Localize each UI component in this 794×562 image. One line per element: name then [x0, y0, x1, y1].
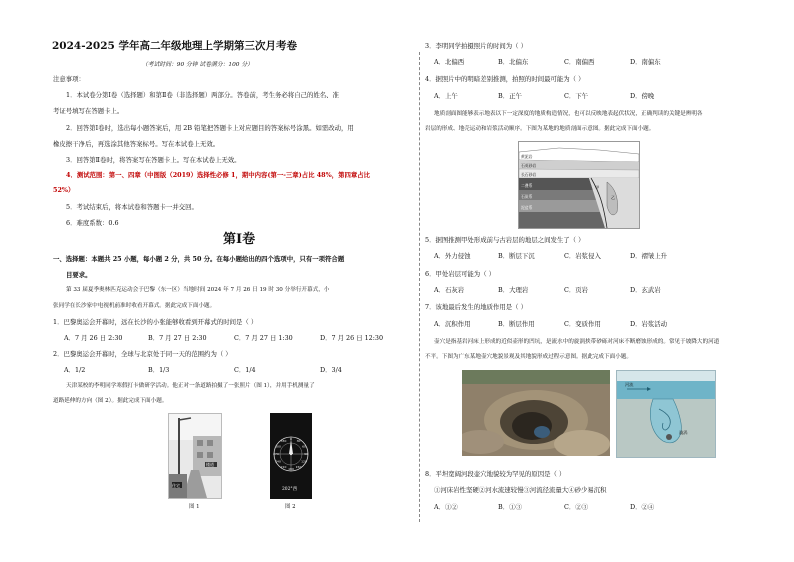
q1-option-d: D．7 月 26 日 12:30 — [320, 334, 384, 342]
compass-tick-label: 120 — [301, 459, 307, 464]
layer-label-4: 二叠系 — [521, 183, 533, 188]
pothole-label-vortex: 漩涡 — [679, 430, 688, 435]
passage4-a: 壶穴是指基岩河床上形成的近似壶形的凹坑，是流水中的旋涡挟带砂砾对河床不断磨蚀形成的。常见于坡降大的河道 — [434, 339, 720, 345]
q7-option-b: B．断层作用 — [498, 320, 535, 328]
note-1a: 1．本试卷分第Ⅰ卷（选择题）和第Ⅱ卷（非选择题）两部分。答卷前，考生务必将自己的姓名、准 — [66, 91, 339, 99]
compass-tick-label: 180 — [288, 467, 294, 472]
exam-title: 2024-2025 学年高二年级地理上学期第三次月考卷 — [52, 40, 297, 52]
compass-tick-label: 330 — [280, 439, 287, 444]
layer-label-3: 长石砂岩 — [521, 172, 537, 177]
passage2-b: 道路延伸的方向（图 2）。据此完成下面小题。 — [53, 398, 168, 404]
compass-tick-label: 150 — [295, 465, 302, 470]
compass-tick-label: 90 — [304, 452, 308, 457]
q4-option-c: C．下午 — [564, 92, 589, 100]
q7-option-d: D．岩浆活动 — [630, 320, 668, 328]
q5-option-d: D．褶皱上升 — [630, 252, 668, 260]
q2-stem: 2．巴黎奥运会开幕时，全球与北京处于同一天的范围约为（ ） — [53, 350, 232, 358]
q7-option-c: C．变质作用 — [564, 320, 601, 328]
q4-option-d: D．傍晚 — [630, 92, 655, 100]
q3-option-c: C．南偏西 — [564, 58, 595, 66]
q3-option-a: A．北偏西 — [434, 58, 465, 66]
compass-tick-label: 60 — [302, 444, 306, 449]
note-2b: 橡皮擦干净后，再选涂其他答案标号。写在本试卷上无效。 — [53, 140, 220, 148]
q5-stem: 5．据图推测甲处形成前与古岩层的地层之间发生了（ ） — [425, 236, 585, 244]
compass-tick-label: 0 — [290, 437, 292, 442]
q5-option-a: A．外力侵蚀 — [434, 252, 471, 260]
q1-option-c: C．7 月 27 日 1:30 — [234, 334, 293, 342]
compass-tick-label: 270 — [273, 452, 279, 457]
q1-option-b: B．7 月 27 日 2:30 — [148, 334, 207, 342]
fig1-sign-top: 楼道 — [206, 462, 214, 467]
column-divider — [419, 52, 420, 522]
fig1-sign-bottom: 住宅 — [172, 483, 180, 488]
q8-stem: 8．平坦宽阔河段壶穴地貌较为罕见的原因是（ ） — [425, 470, 566, 478]
note-3: 3．回答第Ⅱ卷时，将答案写在答题卡上。写在本试卷上无效。 — [66, 156, 241, 164]
figure-1-caption: 图 1 — [189, 504, 200, 510]
label-jia: 甲 — [595, 185, 600, 190]
q2-option-d: D．3/4 — [320, 366, 342, 374]
q1-option-a: A．7 月 26 日 2:30 — [64, 334, 123, 342]
passage2-a: 天津某校的李明同学寒假打卡做研学活动。他正对一条道路拍摄了一张照片（图 1），并用手机测量了 — [66, 383, 315, 389]
layer-label-5: 石炭系 — [521, 194, 533, 199]
note-4a: 4．测试范围：第一、四章（中图版（2019）选择性必修 1，期中内容(第一-三章)占比 48%，第四章占比 — [66, 171, 371, 179]
q5-option-c: C．岩浆侵入 — [564, 252, 601, 260]
layer-label-1: 黄泥岩 — [521, 154, 533, 159]
q2-option-a: A．1/2 — [64, 366, 86, 374]
q4-option-b: B．正午 — [498, 92, 522, 100]
label-yi: 乙 — [611, 195, 616, 200]
q8-option-a: A．①② — [434, 503, 458, 511]
q6-option-b: B．大理岩 — [498, 286, 529, 294]
q7-option-a: A．沉积作用 — [434, 320, 471, 328]
note-4b: 52%） — [53, 186, 75, 194]
section-intro-a: 一、选择题：本题共 25 小题，每小题 2 分，共 50 分。在每小题给出的四个选项中，只有一项符合题 — [53, 255, 345, 263]
passage3-b: 岩层的形成、地壳运动和岩浆活动顺序。下图为某地的地质剖面示意图。据此完成下面小题。 — [425, 126, 655, 132]
note-6: 6．难度系数：0.6 — [66, 219, 119, 227]
compass-tick-label: 300 — [275, 444, 281, 449]
compass-tick-label: 210 — [280, 465, 287, 470]
figure-1-street-photo — [168, 413, 222, 499]
q5-option-b: B．断层下沉 — [498, 252, 535, 260]
pothole-photo — [462, 370, 610, 456]
q2-option-b: B．1/3 — [148, 366, 170, 374]
exam-meta: （考试时间：90 分钟 试卷满分：100 分） — [142, 62, 253, 68]
q8-option-c: C．②③ — [564, 503, 589, 511]
q8-statements: ①河床岩性坚硬②河水流速较慢③河流径流量大④砂少易沉积 — [434, 486, 607, 494]
compass-tick-label: 30 — [296, 439, 301, 444]
q3-option-b: B．北偏东 — [498, 58, 529, 66]
notes-heading: 注意事项： — [53, 75, 85, 83]
note-2a: 2．回答第Ⅰ卷时，选出每小题答案后，用 2B 铅笔把答题卡上对应题目的答案标号涂黑。如需改动，用 — [66, 124, 354, 132]
q4-stem: 4．据照片中的明暗差别推测，拍照的时间最可能为（ ） — [425, 75, 585, 83]
q3-option-d: D．南偏东 — [630, 58, 661, 66]
pothole-label-river: 河流 — [625, 382, 634, 387]
note-5: 5．考试结束后，将本试卷和答题卡一并交回。 — [66, 203, 198, 211]
layer-label-2: 石英砂岩 — [521, 163, 537, 168]
pothole-diagram — [616, 370, 716, 458]
q6-option-c: C．页岩 — [564, 286, 589, 294]
compass-tick-label: 240 — [275, 459, 281, 464]
q7-stem: 7．该地最后发生的地质作用是（ ） — [425, 303, 527, 311]
figure-2-compass — [270, 413, 312, 499]
passage4-b: 不平。下图为广东某地壶穴地貌景观及其地貌形成过程示意图。据此完成下面小题。 — [425, 354, 632, 360]
q8-option-d: D．②④ — [630, 503, 655, 511]
q4-option-a: A．上午 — [434, 92, 458, 100]
q6-option-a: A．石灰岩 — [434, 286, 465, 294]
section-heading: 第Ⅰ卷 — [223, 232, 256, 247]
right-column — [422, 0, 794, 562]
q1-stem: 1．巴黎奥运会开幕时，远在长沙的小张能够收看到开幕式的时间是（ ） — [53, 318, 258, 326]
compass-reading: 202°西 — [282, 487, 297, 492]
passage3-a: 地质剖面图能够表示地表以下一定深度的地质构造情况，也可以反映地表起伏状况，正确判读的关键是辨明各 — [434, 111, 703, 117]
q6-stem: 6．甲处岩层可能为（ ） — [425, 270, 496, 278]
note-1b: 考证号填写在答题卡上。 — [53, 107, 124, 115]
passage1-a: 第 33 届夏季奥林匹克运动会于巴黎（东一区）当地时间 2024 年 7 月 26 日 19 时 30 分举行开幕式，小 — [66, 287, 330, 293]
q8-option-b: B．①③ — [498, 503, 522, 511]
passage1-b: 张同学在长沙家中电视机前准时收看开幕式。据此完成下面小题。 — [53, 303, 216, 309]
layer-label-6: 泥盆系 — [521, 205, 533, 210]
q2-option-c: C．1/4 — [234, 366, 256, 374]
q3-stem: 3．李明同学拍摄照片的时间为（ ） — [425, 42, 527, 50]
figure-2-caption: 图 2 — [285, 504, 296, 510]
geology-cross-section — [518, 141, 640, 229]
section-intro-b: 目要求。 — [66, 271, 92, 279]
q6-option-d: D．玄武岩 — [630, 286, 661, 294]
